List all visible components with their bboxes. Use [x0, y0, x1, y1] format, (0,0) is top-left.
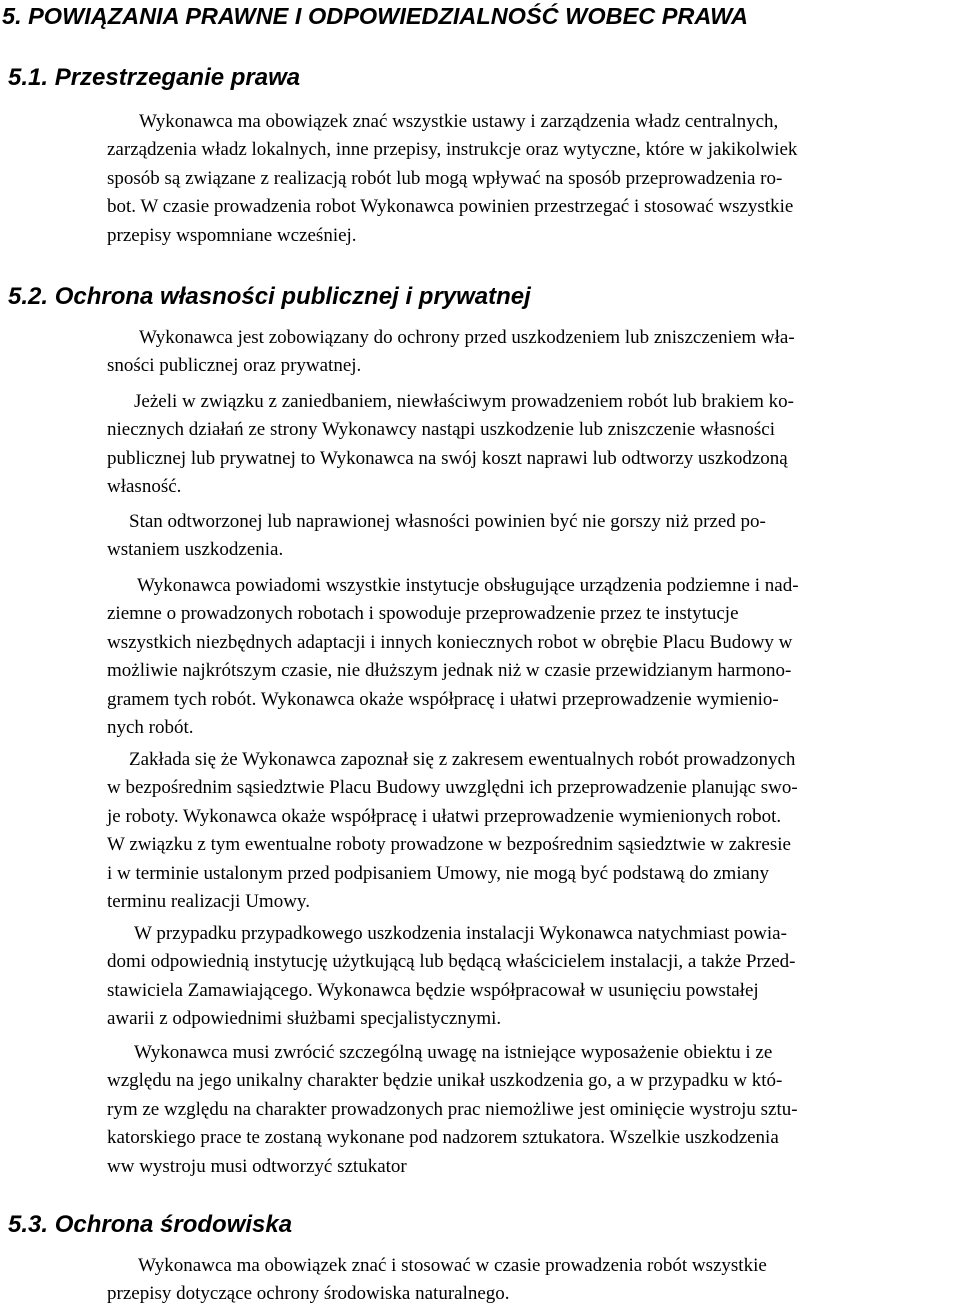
text-line: Stan odtworzonej lub naprawionej własności powinien być nie gorszy niż przed po- — [129, 511, 766, 532]
text-line: względu na jego unikalny charakter będzie unikał uszkodzenia go, a w przypadku w któ- — [107, 1070, 783, 1092]
text-line: w bezpośrednim sąsiedztwie Placu Budowy uwzględni ich przeprowadzenie planując swo- — [107, 777, 798, 799]
text-line: sności publicznej oraz prywatnej. — [107, 355, 362, 377]
text-line: Wykonawca musi zwrócić szczególną uwagę na istniejące wyposażenie obiektu i ze — [134, 1042, 773, 1063]
section-5-2-paragraph-5 — [107, 746, 952, 916]
text-line: i w terminie ustalonym przed podpisaniem Umowy, nie mogą być podstawą do zmiany — [107, 862, 770, 884]
text-line: zarządzenia władz lokalnych, inne przepisy, instrukcje oraz wytyczne, które w jakikolwiek — [107, 139, 798, 161]
text-line: Wykonawca ma obowiązek znać i stosować w czasie prowadzenia robót wszystkie — [138, 1255, 767, 1276]
text-line: gramem tych robót. Wykonawca okaże współpracę i ułatwi przeprowadzenie wymienio- — [107, 688, 779, 710]
main-heading: 5. POWIĄZANIA PRAWNE I ODPOWIEDZIALNOŚĆ WOBEC PRAWA — [2, 3, 748, 29]
section-5-3-paragraph-1 — [107, 1252, 952, 1309]
text-line: awarii z odpowiednimi służbami specjalistycznymi. — [107, 1008, 502, 1030]
section-5-2-paragraph-4 — [107, 572, 952, 742]
text-line: Jeżeli w związku z zaniedbaniem, niewłaściwym prowadzeniem robót lub brakiem ko- — [134, 391, 795, 412]
section-5-1-paragraph-1 — [107, 108, 952, 250]
section-5-2-paragraph-2 — [107, 388, 952, 502]
text-line: wszystkich niezbędnych adaptacji i innych koniecznych robot w obrębie Placu Budowy w — [107, 631, 793, 653]
section-5-1-title: 5.1. Przestrzeganie prawa — [8, 64, 301, 91]
text-line: własność. — [107, 476, 182, 498]
text-line: niecznych działań ze strony Wykonawcy nastąpi uszkodzenie lub zniszczenie własności — [107, 419, 776, 441]
section-5-3-title: 5.3. Ochrona środowiska — [8, 1211, 293, 1238]
text-line: przepisy wspomniane wcześniej. — [107, 224, 357, 246]
text-line: je roboty. Wykonawca okaże współpracę i ułatwi przeprowadzenie wymienionych robot. — [107, 805, 782, 827]
section-5-2-paragraph-1 — [107, 324, 952, 381]
text-line: sposób są związane z realizacją robót lub mogą wpływać na sposób przeprowadzenia ro- — [107, 167, 783, 189]
text-line: Zakłada się że Wykonawca zapoznał się z zakresem ewentualnych robót prowadzonych — [129, 749, 796, 770]
section-5-2-title: 5.2. Ochrona własności publicznej i prywatnej — [8, 283, 531, 310]
text-line: domi odpowiednią instytucję użytkującą lub będącą właścicielem instalacji, a także Przed- — [107, 951, 796, 973]
text-line: przepisy dotyczące ochrony środowiska naturalnego. — [107, 1283, 510, 1305]
text-line: ziemne o prowadzonych robotach i spowoduje przeprowadzenie przez te instytucje — [107, 603, 739, 625]
section-5-2-paragraph-6 — [107, 920, 952, 1034]
text-line: rym ze względu na charakter prowadzonych prac niemożliwe jest ominięcie wystroju sztu- — [107, 1098, 798, 1120]
text-line: możliwie najkrótszym czasie, nie dłuższym jednak niż w czasie przewidzianym harmono- — [107, 660, 792, 682]
text-line: Wykonawca powiadomi wszystkie instytucje obsługujące urządzenia podziemne i nad- — [137, 575, 799, 596]
text-line: bot. W czasie prowadzenia robot Wykonawca powinien przestrzegać i stosować wszystkie — [107, 196, 794, 218]
text-line: ww wystroju musi odtworzyć sztukator — [107, 1155, 407, 1177]
text-line: katorskiego prace te zostaną wykonane pod nadzorem sztukatora. Wszelkie uszkodzenia — [107, 1127, 779, 1149]
text-line: wstaniem uszkodzenia. — [107, 539, 284, 561]
text-line: W związku z tym ewentualne roboty prowadzone w bezpośrednim sąsiedztwie w zakresie — [107, 834, 791, 856]
section-5-2-paragraph-3 — [107, 508, 952, 565]
text-line: W przypadku przypadkowego uszkodzenia instalacji Wykonawca natychmiast powia- — [134, 923, 787, 944]
text-line: Wykonawca ma obowiązek znać wszystkie ustawy i zarządzenia władz centralnych, — [139, 111, 779, 132]
text-line: stawiciela Zamawiającego. Wykonawca będzie współpracował w usunięciu powstałej — [107, 979, 759, 1001]
text-line: terminu realizacji Umowy. — [107, 891, 310, 913]
section-5-2-paragraph-7 — [107, 1039, 952, 1181]
text-line: publicznej lub prywatnej to Wykonawca na swój koszt naprawi lub odtworzy uszkodzoną — [107, 447, 788, 469]
text-line: nych robót. — [107, 717, 194, 739]
text-line: Wykonawca jest zobowiązany do ochrony przed uszkodzeniem lub zniszczeniem wła- — [139, 327, 795, 348]
